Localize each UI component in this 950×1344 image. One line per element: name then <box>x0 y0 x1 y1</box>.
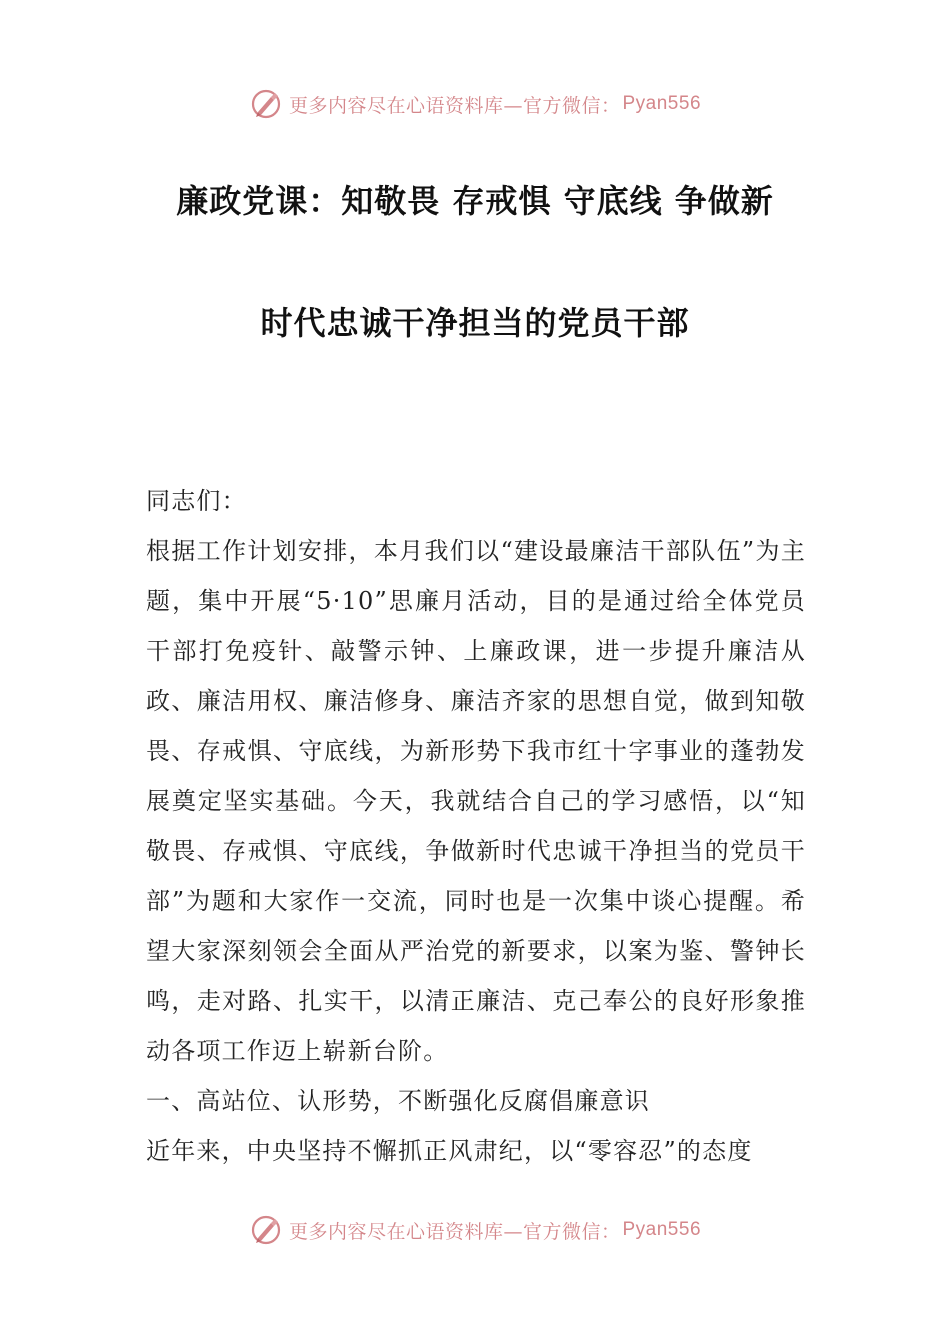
watermark-wechat-id: Pyan556 <box>622 93 702 114</box>
pen-logo-icon <box>249 87 283 121</box>
watermark-text: 更多内容尽在心语资料库—官方微信： <box>288 94 621 117</box>
document-body <box>146 476 806 1176</box>
pen-logo-icon <box>249 1213 283 1247</box>
footer-watermark <box>0 1208 950 1252</box>
header-watermark <box>0 82 950 126</box>
body-paragraph-1: 根据工作计划安排，本月我们以“建设最廉洁干部队伍”为主题，集中开展“5·10”思廉月活动，目的是通过给全体党员干部打免疫针、敲警示钟、上廉政课，进一步提升廉洁从政、廉洁用权、廉洁修身、廉洁齐家的思想自觉，做到知敬畏、存戒惧、守底线，为新形势下我市红十字事业的蓬勃发展奠定坚实基础。今天，我就结合自己的学习感悟，以“知敬畏、存戒惧、守底线，争做新时代忠诚干净担当的党员干部”为题和大家作一交流，同时也是一次集中谈心提醒。希望大家深刻领会全面从严治党的新要求，以案为鉴、警钟长鸣，走对路、扎实干，以清正廉洁、克己奉公的良好形象推动各项工作迈上崭新台阶。 <box>146 537 806 1065</box>
body-paragraph-2: 近年来，中央坚持不懈抓正风肃纪，以“零容忍”的态度 <box>146 1137 753 1165</box>
section-heading-1: 一、高站位、认形势，不断强化反腐倡廉意识 <box>146 1087 650 1115</box>
watermark-text: 更多内容尽在心语资料库—官方微信： <box>288 1220 621 1243</box>
watermark-wechat-id: Pyan556 <box>622 1219 702 1240</box>
document-title-line-1: 廉政党课：知敬畏 存戒惧 守底线 争做新 <box>176 182 774 220</box>
greeting: 同志们： <box>146 487 247 515</box>
document-title-line-2: 时代忠诚干净担当的党员干部 <box>260 304 690 342</box>
